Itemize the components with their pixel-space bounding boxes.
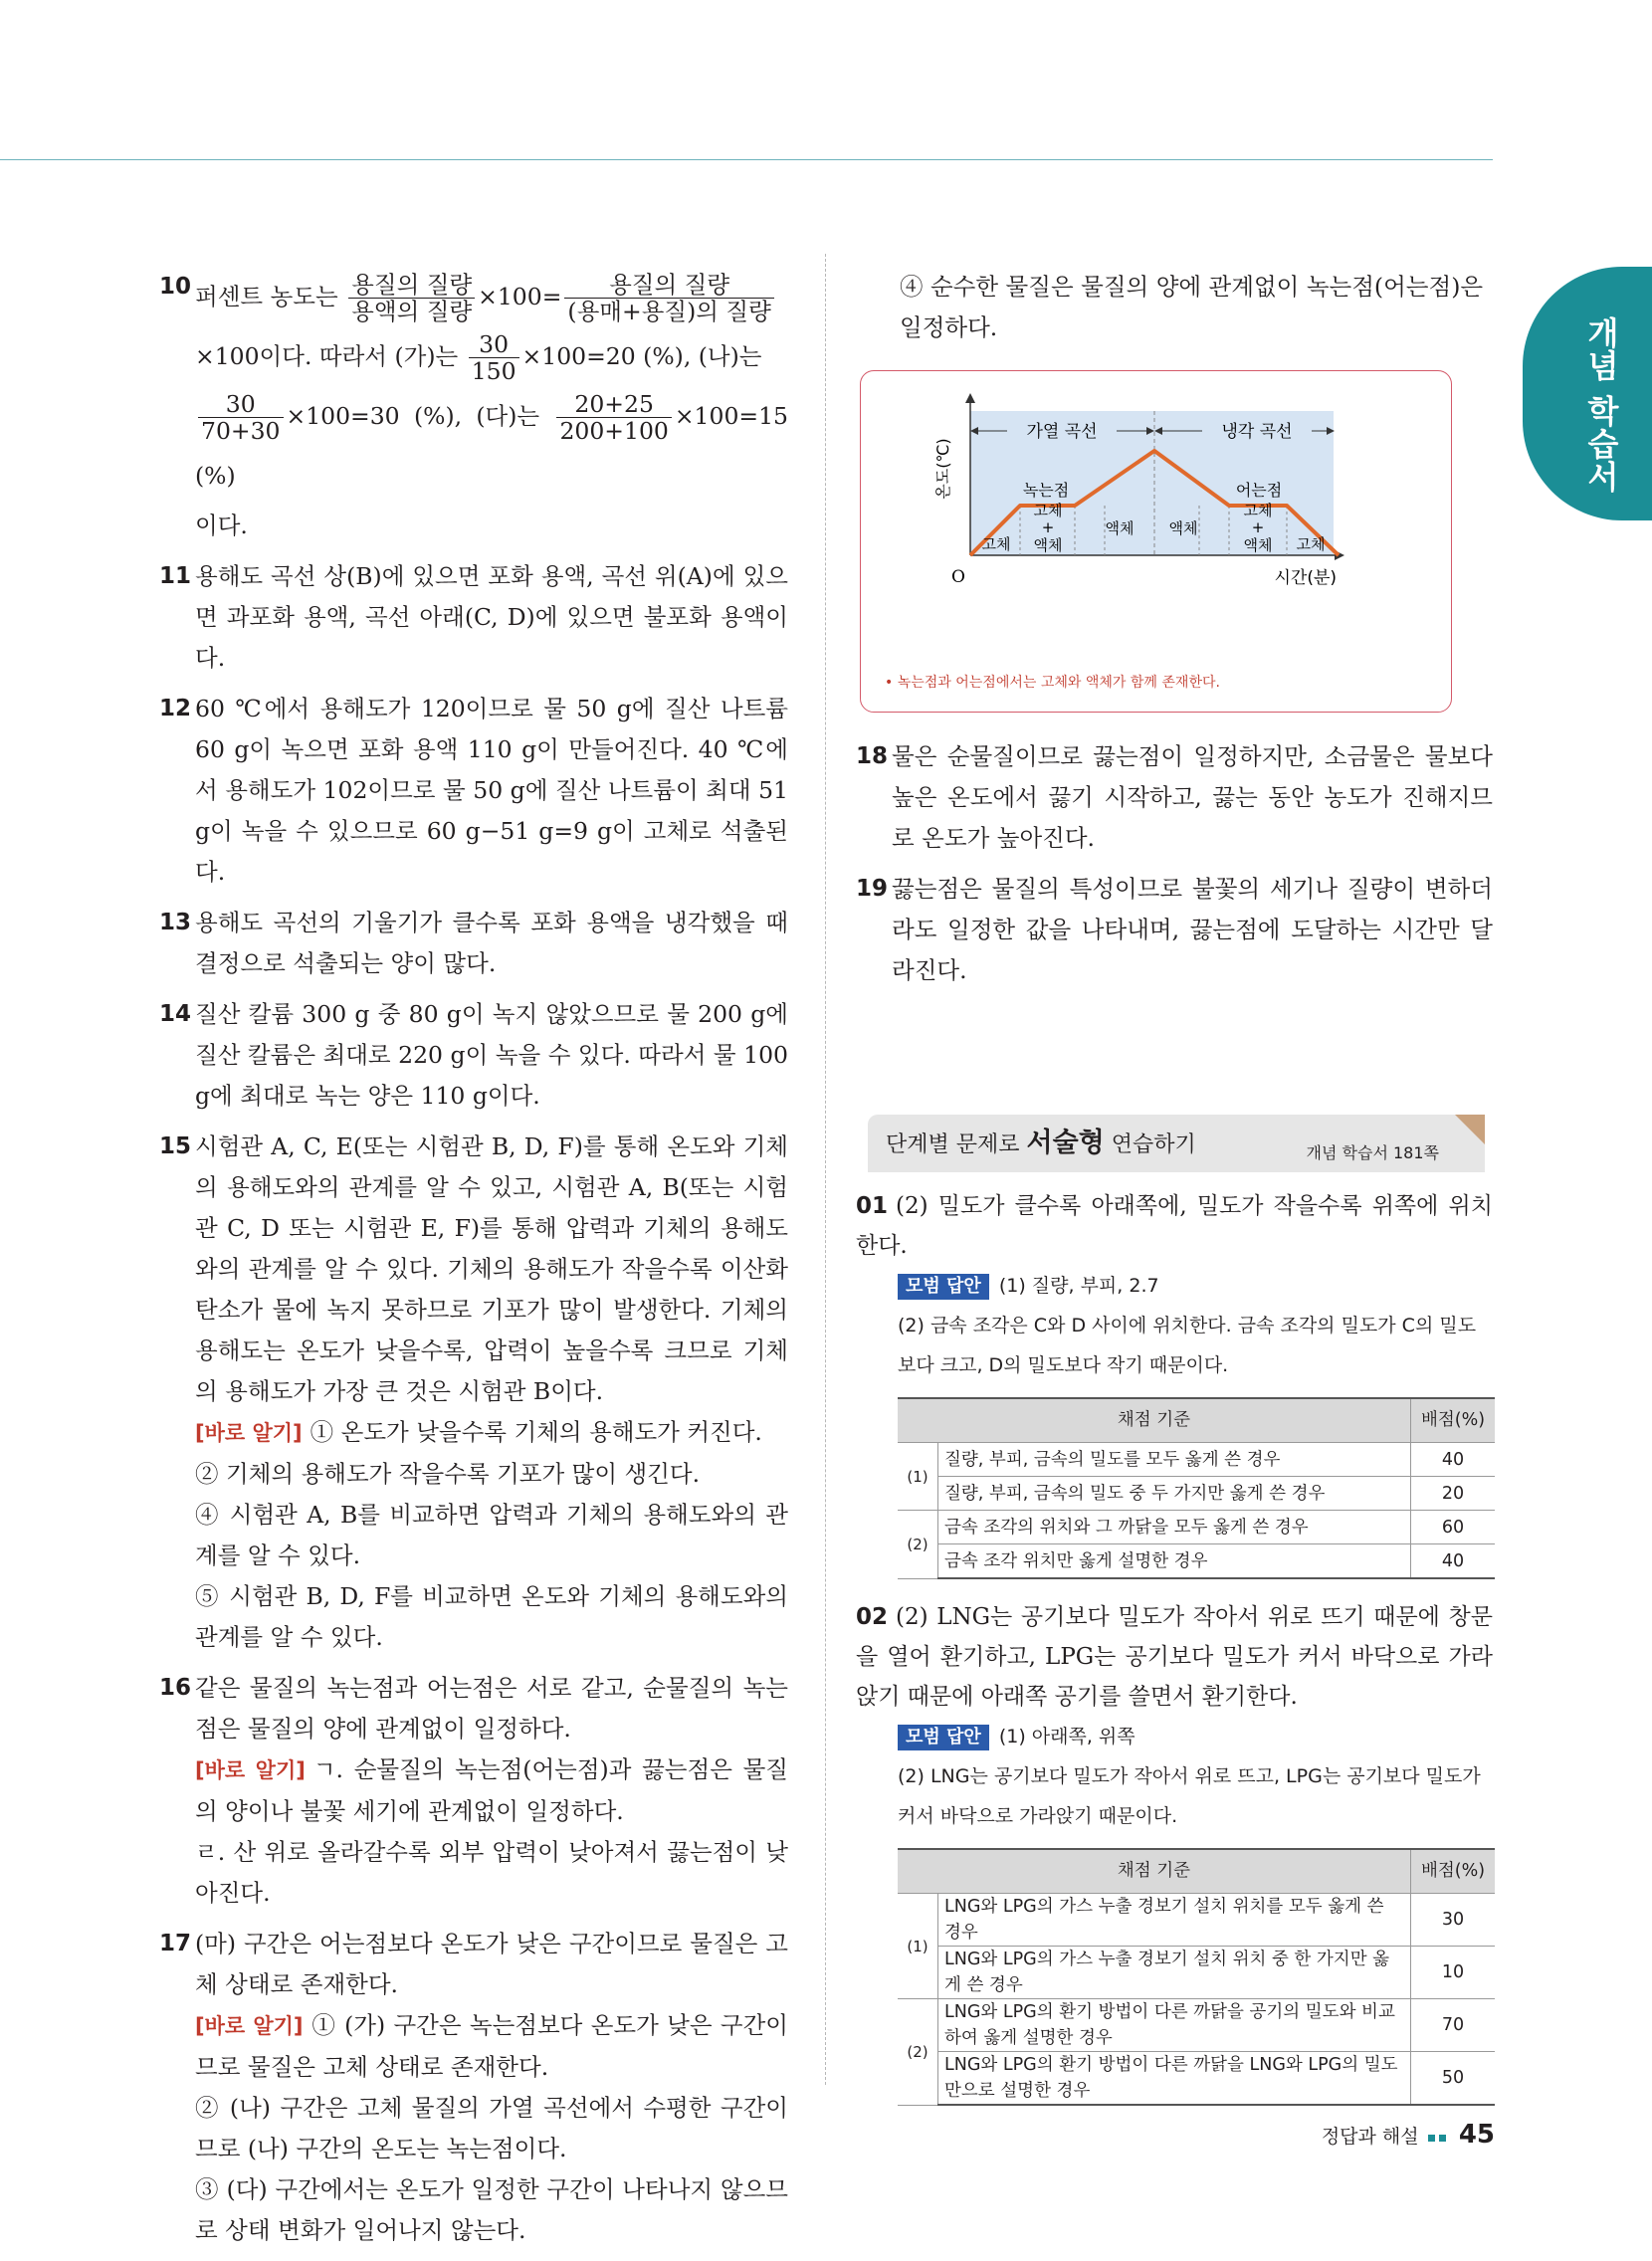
column-divider: [825, 254, 826, 2085]
fraction: $\frac{30}{150}$: [469, 331, 519, 384]
model-answer-02: [856, 1717, 1493, 1836]
question-number: 01: [856, 1193, 889, 1219]
melting-point-label: 녹는점: [1022, 481, 1070, 500]
answer-text: 물은 순물질이므로 끓는점이 일정하지만, 소금물은 물보다 높은 온도에서 끓기 시작하고, 끓는 동안 농도가 진해지므로 온도가 높아진다.: [892, 742, 1493, 852]
answer-14: [159, 994, 788, 1117]
question-02: [856, 1597, 1493, 1717]
side-tab-label: 개념 학습서: [1582, 316, 1620, 494]
answer-text: ×100=: [478, 283, 562, 310]
answer-text: ×100=15 (%): [195, 402, 788, 490]
footer-label: 정답과 해설: [1321, 2126, 1419, 2148]
correction-text: ② (나) 구간은 고체 물질의 가열 곡선에서 수평한 구간이므로 (나) 구간의 온도는 녹는점이다.: [195, 2094, 788, 2162]
answer-text: ×100=20 (%), (나)는: [521, 342, 762, 370]
grading-table-01: [898, 1397, 1495, 1579]
table-row: (2) LNG와 LPG의 환기 방법이 다른 까닭을 공기의 밀도와 비교하여 옳게 설명한 경우 70: [898, 1999, 1495, 2052]
fraction: $\frac{20+25}{200+100}$: [556, 391, 671, 444]
correction-tag: [바로 알기]: [195, 2014, 304, 2038]
answer-number: 14: [159, 1001, 192, 1027]
question-01: [856, 1186, 1493, 1266]
table-row: 질량, 부피, 금속의 밀도 중 두 가지만 옳게 쓴 경우 20: [898, 1477, 1495, 1511]
answer-text: 용해도 곡선 상(B)에 있으면 포화 용액, 곡선 위(A)에 있으면 과포화 용액, 곡선 아래(C, D)에 있으면 불포화 용액이다.: [195, 562, 788, 672]
table-row: (1) 질량, 부피, 금속의 밀도를 모두 옳게 쓴 경우 40: [898, 1443, 1495, 1477]
heating-label: 가열 곡선: [1026, 422, 1098, 442]
solid-label: 고체: [1296, 535, 1326, 553]
right-column: [856, 267, 1493, 2124]
answer-number: 13: [159, 910, 192, 935]
answer-text: 이다.: [195, 512, 248, 539]
side-tab[interactable]: [1523, 267, 1652, 520]
answer-text: ④ 순수한 물질은 물질의 양에 관계없이 녹는점(어는점)은 일정하다.: [900, 273, 1484, 341]
model-answer-tag: 모범 답안: [898, 1274, 989, 1300]
answer-text: 끓는점은 물질의 특성이므로 불꽃의 세기나 질량이 변하더라도 일정한 값을 나타내며, 끓는점에 도달하는 시간만 달라진다.: [892, 875, 1493, 984]
answer-19: [856, 869, 1493, 991]
footer-square-icon: [1428, 2135, 1435, 2142]
table-row: (2) 금속 조각의 위치와 그 까닭을 모두 옳게 쓴 경우 60: [898, 1511, 1495, 1544]
plus-label: +: [1251, 518, 1265, 536]
answer-16: [159, 1668, 788, 1914]
answer-number: 17: [159, 1931, 192, 1956]
answer-number: 16: [159, 1675, 192, 1701]
section-reference: 개념 학습서 181쪽: [1306, 1143, 1439, 1162]
answer-number: 15: [159, 1133, 192, 1159]
solid-label: 고체: [1033, 502, 1063, 519]
answer-text: 같은 물질의 녹는점과 어는점은 서로 같고, 순물질의 녹는점은 물질의 양에 관계없이 일정하다.: [195, 1674, 788, 1743]
answer-number: 18: [856, 743, 889, 769]
answer-text: 퍼센트 농도는: [195, 283, 338, 310]
answer-number: 11: [159, 563, 192, 589]
model-answer-text: (1) 질량, 부피, 2.7: [998, 1275, 1159, 1297]
answer-text: 시험관 A, C, E(또는 시험관 B, D, F)를 통해 온도와 기체의 용해도와의 관계를 알 수 있고, 시험관 A, B(또는 시험관 C, D 또는 시험관 E, F)를 통해 압력과 기체의 용해도와의 관계를 알 수 있다. 기체의 용해도가 작을수록 이산화 탄소가 물에 녹지 못하므로 기포가 많이 발생한다. 기체의 용해도는 온도가 낮을수록, 압력이 높을수록 크므로 기체의 용해도가 가장 큰 것은 시험관 B이다.: [195, 1132, 788, 1405]
model-answer-text: (2) 금속 조각은 C와 D 사이에 위치한다. 금속 조각의 밀도가 C의 밀도보다 크고, D의 밀도보다 작기 때문이다.: [898, 1315, 1477, 1376]
correction-text: ③ (다) 구간에서는 온도가 일정한 구간이 나타나지 않으므로 상태 변화가 일어나지 않는다.: [195, 2175, 788, 2244]
fraction: $\frac{\text{용질의 질량}}{\text{용액의 질량}}$: [348, 272, 475, 324]
table-header: 배점(%): [1411, 1849, 1496, 1894]
page-number: 45: [1458, 2120, 1495, 2150]
graph-svg: [861, 371, 1451, 712]
y-axis-label: 온도(℃): [933, 438, 952, 500]
fraction: $\frac{\text{용질의 질량}}{\text{(용매+용질)의 질량}}$: [564, 272, 773, 324]
footer-square-icon: [1439, 2135, 1446, 2142]
question-text: (2) 밀도가 클수록 아래쪽에, 밀도가 작을수록 위쪽에 위치한다.: [856, 1193, 1493, 1259]
correction-text: ① 온도가 낮을수록 기체의 용해도가 커진다.: [310, 1418, 762, 1446]
answer-text: 질산 칼륨 300 g 중 80 g이 녹지 않았으므로 물 200 g에 질산 칼륨은 최대로 220 g이 녹을 수 있다. 따라서 물 100 g에 최대로 녹는 양은 110 g이다.: [195, 1000, 788, 1110]
correction-tag: [바로 알기]: [195, 1421, 303, 1445]
table-row: LNG와 LPG의 가스 누출 경보기 설치 위치 중 한 가지만 옳게 쓴 경우 10: [898, 1947, 1495, 1999]
answer-text: 용해도 곡선의 기울기가 클수록 포화 용액을 냉각했을 때 결정으로 석출되는 양이 많다.: [195, 909, 788, 977]
liquid-label: 액체: [1168, 519, 1198, 537]
plus-label: +: [1041, 518, 1055, 536]
section-title: 단계별 문제로 서술형 연습하기: [886, 1128, 1196, 1158]
model-answer-tag: 모범 답안: [898, 1725, 989, 1750]
solid-label: 고체: [981, 535, 1011, 553]
x-axis-label: 시간(분): [1274, 568, 1337, 588]
liquid-label: 액체: [1105, 519, 1135, 537]
heating-cooling-graph: [860, 370, 1452, 713]
origin-label: O: [951, 567, 965, 587]
grading-table-02: [898, 1848, 1495, 2106]
answer-number: 19: [856, 876, 889, 902]
answer-text: ×100=30 (%), (다)는: [286, 402, 540, 430]
table-header: 채점 기준: [898, 1849, 1411, 1894]
header-rule: [0, 159, 1493, 160]
freezing-point-label: 어는점: [1235, 481, 1283, 500]
table-row: LNG와 LPG의 환기 방법이 다른 까닭을 LNG와 LPG의 밀도만으로 설명한 경우 50: [898, 2052, 1495, 2106]
correction-text: ㄹ. 산 위로 올라갈수록 외부 압력이 낮아져서 끓는점이 낮아진다.: [195, 1838, 788, 1907]
answer-10: [159, 267, 788, 546]
liquid-label: 액체: [1033, 536, 1063, 554]
question-number: 02: [856, 1604, 889, 1630]
answer-number: 12: [159, 696, 192, 721]
model-answer-01: [856, 1266, 1493, 1385]
table-header: 채점 기준: [898, 1398, 1411, 1443]
graph-note: • 녹는점과 어는점에서는 고체와 액체가 함께 존재한다.: [885, 675, 1220, 691]
left-column: [159, 267, 788, 2261]
y-axis-arrow: [965, 393, 975, 403]
corner-decoration: [1455, 1115, 1485, 1144]
answer-17: [159, 1924, 788, 2251]
model-answer-text: (1) 아래쪽, 위쪽: [998, 1726, 1136, 1747]
liquid-label: 액체: [1243, 536, 1273, 554]
table-row: (1) LNG와 LPG의 가스 누출 경보기 설치 위치를 모두 옳게 쓴 경우 30: [898, 1894, 1495, 1947]
fraction: $\frac{30}{70+30}$: [198, 391, 284, 444]
answer-11: [159, 556, 788, 679]
cooling-label: 냉각 곡선: [1221, 422, 1293, 442]
answer-13: [159, 903, 788, 984]
answer-text: ×100이다. 따라서 (가)는: [195, 342, 459, 370]
correction-text: ④ 시험관 A, B를 비교하면 압력과 기체의 용해도와의 관계를 알 수 있다.: [195, 1501, 788, 1569]
correction-text: ① (가) 구간은 녹는점보다 온도가 낮은 구간이므로 물질은 고체 상태로 존재한다.: [195, 2011, 788, 2081]
section-header: [868, 1115, 1485, 1172]
solid-label: 고체: [1243, 502, 1273, 519]
table-row: 금속 조각 위치만 옳게 설명한 경우 40: [898, 1544, 1495, 1579]
correction-tag: [바로 알기]: [195, 1758, 306, 1782]
correction-text: ⑤ 시험관 B, D, F를 비교하면 온도와 기체의 용해도와의 관계를 알 수 있다.: [195, 1582, 788, 1651]
correction-text: ㄱ. 순물질의 녹는점(어는점)과 끓는점은 물질의 양이나 불꽃 세기에 관계없이 일정하다.: [195, 1755, 788, 1825]
model-answer-text: (2) LNG는 공기보다 밀도가 작아서 위로 뜨고, LPG는 공기보다 밀도가 커서 바닥으로 가라앉기 때문이다.: [898, 1765, 1481, 1827]
page-footer: [1322, 2120, 1495, 2150]
table-header: 배점(%): [1411, 1398, 1496, 1443]
question-text: (2) LNG는 공기보다 밀도가 작아서 위로 뜨기 때문에 창문을 열어 환기하고, LPG는 공기보다 밀도가 커서 바닥으로 가라앉기 때문에 아래쪽 공기를 쓸면서 환기한다.: [856, 1604, 1493, 1710]
answer-18: [856, 736, 1493, 859]
correction-text: ② 기체의 용해도가 작을수록 기포가 많이 생긴다.: [195, 1460, 701, 1488]
answer-12: [159, 689, 788, 893]
answer-15: [159, 1127, 788, 1658]
answer-text: 60 ℃에서 용해도가 120이므로 물 50 g에 질산 나트륨 60 g이 녹으면 포화 용액 110 g이 만들어진다. 40 ℃에서 용해도가 102이므로 물 50 g에 질산 나트륨이 최대 51 g이 녹을 수 있으므로 60 g−51 g=9 g이 고체로 석출된다.: [195, 695, 788, 886]
answer-number: 10: [159, 274, 192, 300]
answer-text: (마) 구간은 어는점보다 온도가 낮은 구간이므로 물질은 고체 상태로 존재한다.: [195, 1930, 788, 1998]
